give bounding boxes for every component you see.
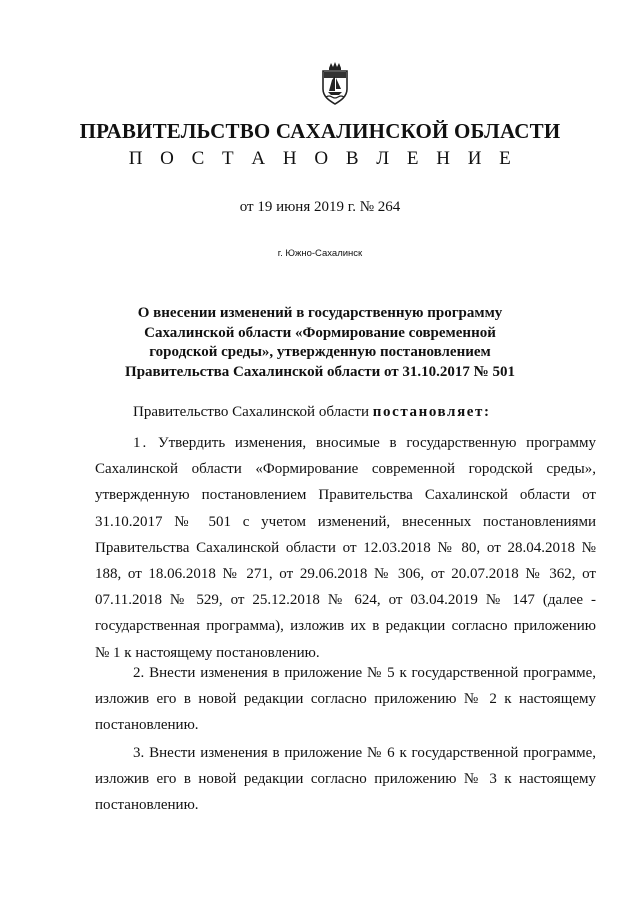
paragraph-item-1 xyxy=(95,430,596,666)
item-text: Внести изменения в приложение № 5 к государственной программе, изложив его в новой редакции согласно приложению № 2 к настоящему постановлению. xyxy=(95,665,597,734)
sakhalin-coat-of-arms-icon xyxy=(320,61,350,105)
paragraph-item-2 xyxy=(95,660,596,739)
subject-line: Правительства Сахалинской области от 31.10.2017 № 501 xyxy=(125,363,515,380)
item-text: Утвердить изменения, вносимые в государственную программу Сахалинской области «Формирование современной городской среды», утвержденную постановлением Правительства Сахалинской области от 31.10.2017 № 501 с учетом изменений, внесенных постановлениями Правительства Сахалинской области от 12.03.2018 № 80, от 28.04.2018 № 188, от 18.06.2018 № 271, от 29.06.2018 № 306, от 20.07.2018 № 362, от 07.11.2018 № 529, от 25.12.2018 № 624, от 03.04.2019 № 147 (далее - государственная программа), изложив их в редакции согласно приложению № 1 к настоящему постановлению. xyxy=(95,435,596,661)
preamble xyxy=(133,399,603,425)
paragraph-item-3 xyxy=(95,740,596,819)
item-number: 2. xyxy=(133,665,145,681)
document-type: П О С Т А Н О В Л Е Н И Е xyxy=(128,148,518,169)
document-city: г. Южно-Сахалинск xyxy=(277,248,363,259)
item-text: Внести изменения в приложение № 6 к государственной программе, изложив его в новой редакции согласно приложению № 3 к настоящему постановлению. xyxy=(95,745,597,814)
document-date-number: от 19 июня 2019 г. № 264 xyxy=(239,199,401,215)
item-number: 1. xyxy=(133,435,149,451)
item-number: 3. xyxy=(133,745,145,761)
preamble-verb: постановляет: xyxy=(372,404,491,420)
preamble-lead: Правительство Сахалинской области xyxy=(133,404,373,420)
government-title: ПРАВИТЕЛЬСТВО САХАЛИНСКОЙ ОБЛАСТИ xyxy=(79,119,561,143)
subject-line: городской среды», утвержденную постановлением xyxy=(149,344,491,360)
subject-line: О внесении изменений в государственную программу xyxy=(137,305,503,321)
subject-line: Сахалинской области «Формирование современной xyxy=(144,324,496,341)
document-subject xyxy=(100,304,540,382)
